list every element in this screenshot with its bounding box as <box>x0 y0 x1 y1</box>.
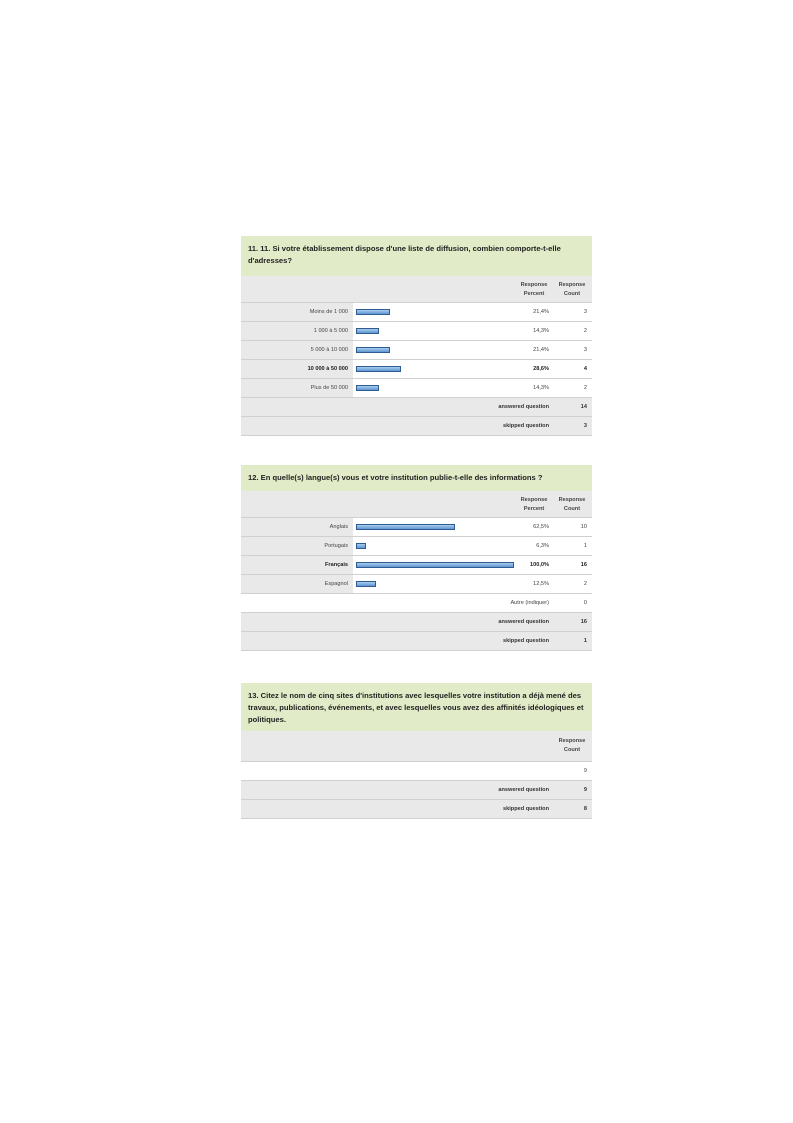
response-count: 3 <box>583 309 587 315</box>
response-bar <box>356 581 376 587</box>
response-count: 2 <box>583 385 587 391</box>
response-count: 9 <box>583 768 587 774</box>
response-count: 1 <box>583 543 587 549</box>
answer-label: Espagnol <box>241 575 353 593</box>
other-label: Autre (indiquer) <box>241 594 549 612</box>
response-percent-header: Response Percent <box>520 282 548 297</box>
answered-value: 14 <box>580 404 587 410</box>
answer-label: Moins de 1 000 <box>241 303 353 321</box>
response-percent: 100,0% <box>530 562 549 568</box>
answer-label: Portugais <box>241 537 353 555</box>
other-count: 0 <box>583 600 587 606</box>
answer-label: Anglais <box>241 518 353 536</box>
skipped-value: 3 <box>583 423 587 429</box>
response-count: 2 <box>583 581 587 587</box>
response-count-header: Response Count <box>558 497 586 512</box>
response-count: 3 <box>583 347 587 353</box>
skipped-row <box>241 417 592 436</box>
response-bar <box>356 347 390 353</box>
skipped-row <box>241 800 592 819</box>
count-row <box>241 762 592 781</box>
answered-value: 16 <box>580 619 587 625</box>
table-row <box>241 341 592 360</box>
response-count-header: Response Count <box>558 282 586 297</box>
response-count-header: Response Count <box>558 738 586 753</box>
response-percent: 14,3% <box>533 385 549 391</box>
answered-row <box>241 398 592 417</box>
response-percent: 6,3% <box>536 543 549 549</box>
answered-label: answered question <box>498 404 549 410</box>
response-bar <box>356 524 455 530</box>
table-row <box>241 537 592 556</box>
answer-label: 1 000 à 5 000 <box>241 322 353 340</box>
table-row <box>241 322 592 341</box>
skipped-label: skipped question <box>503 423 549 429</box>
skipped-value: 8 <box>583 806 587 812</box>
table-row <box>241 360 592 379</box>
question-12 <box>241 465 592 651</box>
skipped-label: skipped question <box>503 638 549 644</box>
response-percent: 12,5% <box>533 581 549 587</box>
response-percent: 14,3% <box>533 328 549 334</box>
response-bar <box>356 543 366 549</box>
question-13-header <box>241 731 592 762</box>
response-percent: 28,6% <box>533 366 549 372</box>
response-bar <box>356 309 390 315</box>
answered-label: answered question <box>498 787 549 793</box>
question-13 <box>241 683 592 819</box>
answer-label: 5 000 à 10 000 <box>241 341 353 359</box>
table-row <box>241 303 592 322</box>
answered-row <box>241 781 592 800</box>
answered-label: answered question <box>498 619 549 625</box>
response-count: 2 <box>583 328 587 334</box>
response-count: 4 <box>583 366 587 372</box>
answer-label: Plus de 50 000 <box>241 379 353 397</box>
skipped-label: skipped question <box>503 806 549 812</box>
question-13-title: 13. Citez le nom de cinq sites d'institutions avec lesquelles votre institution a déjà mené des travaux, publications, événements, et avec lesquelles vous avez des affinités idéologiques et politiques. <box>241 683 592 731</box>
response-bar <box>356 328 379 334</box>
response-bar <box>356 385 379 391</box>
table-row <box>241 379 592 398</box>
response-bar <box>356 562 514 568</box>
question-11-header <box>241 276 592 303</box>
answered-row <box>241 613 592 632</box>
other-row <box>241 594 592 613</box>
question-12-title: 12. En quelle(s) langue(s) vous et votre institution publie-t-elle des informations ? <box>241 465 592 491</box>
response-count: 10 <box>580 524 587 530</box>
skipped-row <box>241 632 592 651</box>
response-bar <box>356 366 401 372</box>
response-percent: 21,4% <box>533 309 549 315</box>
answer-label: 10 000 à 50 000 <box>241 360 353 378</box>
answered-value: 9 <box>583 787 587 793</box>
response-percent: 62,5% <box>533 524 549 530</box>
response-percent: 21,4% <box>533 347 549 353</box>
table-row <box>241 575 592 594</box>
question-11 <box>241 236 592 436</box>
skipped-value: 1 <box>583 638 587 644</box>
response-percent-header: Response Percent <box>520 497 548 512</box>
answer-label: Français <box>241 556 353 574</box>
table-row <box>241 518 592 537</box>
table-row <box>241 556 592 575</box>
question-11-title: 11. 11. Si votre établissement dispose d'une liste de diffusion, combien comporte-t-elle d'adresses? <box>241 236 592 276</box>
response-count: 16 <box>580 562 587 568</box>
question-12-header <box>241 491 592 518</box>
